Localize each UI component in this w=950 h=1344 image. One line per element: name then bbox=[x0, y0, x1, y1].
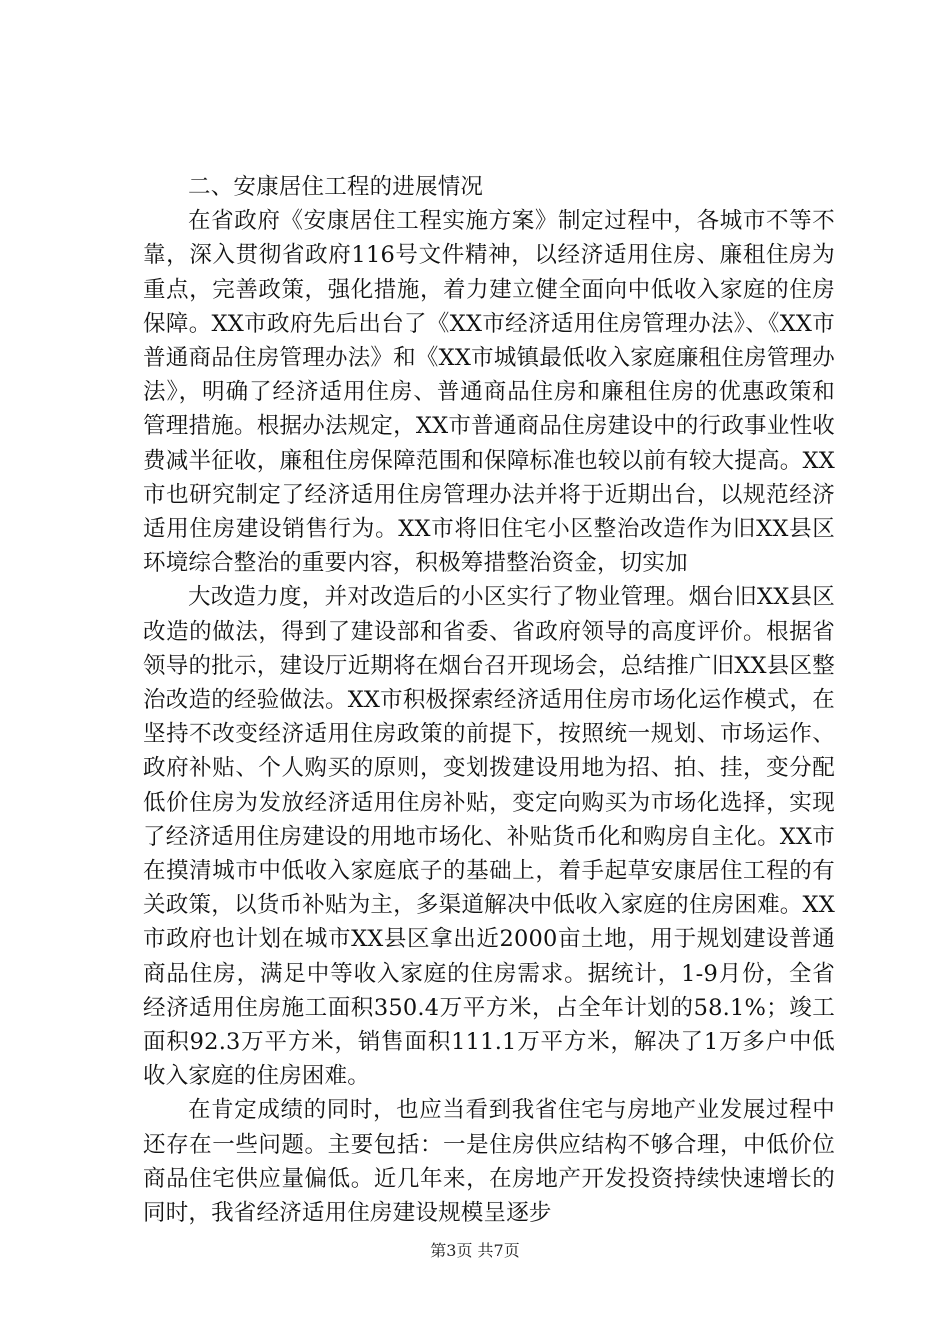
section-heading: 二、安康居住工程的进展情况 bbox=[188, 174, 484, 200]
page-footer: 第3页 共7页 bbox=[430, 1241, 520, 1260]
document-body bbox=[143, 170, 835, 1230]
paragraph-2: 大改造力度，并对改造后的小区实行了物业管理。烟台旧XX县区改造的做法，得到了建设部和省委、省政府领导的高度评价。根据省领导的批示，建设厅近期将在烟台召开现场会，总结推广旧XX县区整治改造的经验做法。XX市积极探索经济适用住房市场化运作模式，在坚持不改变经济适用住房政策的前提下，按照统一规划、市场运作、政府补贴、个人购买的原则，变划拨建设用地为招、拍、挂，变分配低价住房为发放经济适用住房补贴，变定向购买为市场化选择，实现了经济适用住房建设的用地市场化、补贴货币化和购房自主化。XX市在摸清城市中低收入家庭底子的基础上，着手起草安康居住工程的有关政策，以货币补贴为主，多渠道解决中低收入家庭的住房困难。XX市政府也计划在城市XX县区拿出近2000亩土地，用于规划建设普通商品住房，满足中等收入家庭的住房需求。据统计，1-9月份，全省经济适用住房施工面积350.4万平方米，占全年计划的58.1%；竣工面积92.3万平方米，销售面积111.1万平方米，解决了1万多户中低收入家庭的住房困难。 bbox=[143, 584, 835, 1090]
paragraph-1: 在省政府《安康居住工程实施方案》制定过程中，各城市不等不靠，深入贯彻省政府116号文件精神，以经济适用住房、廉租住房为重点，完善政策，强化措施，着力建立健全面向中低收入家庭的住房保障。XX市政府先后出台了《XX市经济适用住房管理办法》、《XX市普通商品住房管理办法》和《XX市城镇最低收入家庭廉租住房管理办法》，明确了经济适用住房、普通商品住房和廉租住房的优惠政策和管理措施。根据办法规定，XX市普通商品住房建设中的行政事业性收费减半征收，廉租住房保障范围和保障标准也较以前有较大提高。XX市也研究制定了经济适用住房管理办法并将于近期出台，以规范经济适用住房建设销售行为。XX市将旧住宅小区整治改造作为旧XX县区环境综合整治的重要内容，积极筹措整治资金，切实加 bbox=[143, 208, 835, 577]
paragraph-3: 在肯定成绩的同时，也应当看到我省住宅与房地产业发展过程中还存在一些问题。主要包括：一是住房供应结构不够合理，中低价位商品住宅供应量偏低。近几年来，在房地产开发投资持续快速增长的同时，我省经济适用住房建设规模呈逐步 bbox=[143, 1097, 835, 1227]
